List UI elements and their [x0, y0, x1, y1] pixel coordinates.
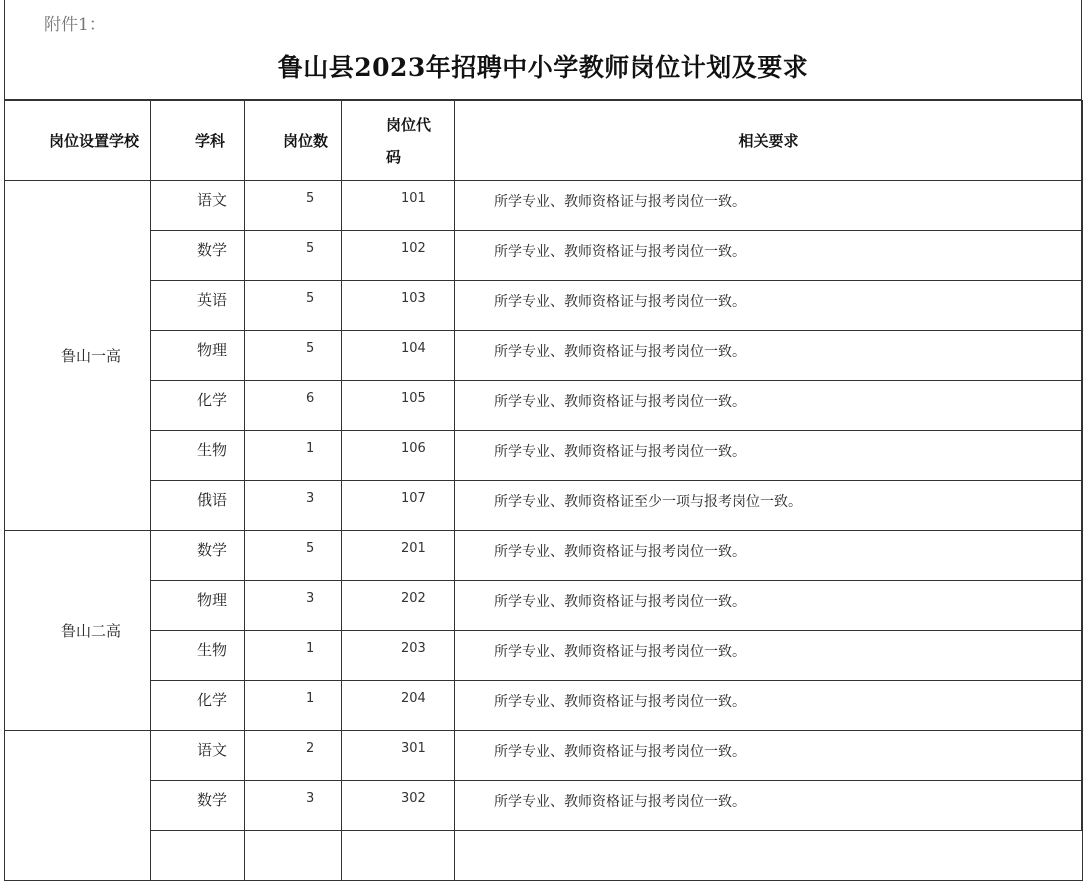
requirements-cell: 所学专业、教师资格证与报考岗位一致。 — [455, 731, 1083, 781]
code-cell: 102 — [342, 231, 455, 281]
code-cell: 302 — [342, 781, 455, 831]
table-row — [5, 681, 1083, 731]
school-cell — [5, 731, 151, 881]
header-count: 岗位数 — [245, 101, 342, 181]
code-cell: 107 — [342, 481, 455, 531]
recruitment-table — [4, 100, 1083, 881]
requirements-cell: 所学专业、教师资格证与报考岗位一致。 — [455, 381, 1083, 431]
requirements-cell — [455, 831, 1083, 881]
header-code: 岗位代码 — [342, 101, 455, 181]
code-cell: 103 — [342, 281, 455, 331]
requirements-cell: 所学专业、教师资格证与报考岗位一致。 — [455, 581, 1083, 631]
count-cell: 1 — [245, 431, 342, 481]
subject-cell: 数学 — [151, 781, 245, 831]
requirements-cell: 所学专业、教师资格证与报考岗位一致。 — [455, 281, 1083, 331]
header-requirements: 相关要求 — [455, 101, 1083, 181]
code-cell: 203 — [342, 631, 455, 681]
code-cell: 105 — [342, 381, 455, 431]
header-school: 岗位设置学校 — [5, 101, 151, 181]
count-cell: 3 — [245, 581, 342, 631]
code-cell: 301 — [342, 731, 455, 781]
count-cell: 1 — [245, 631, 342, 681]
code-cell: 202 — [342, 581, 455, 631]
table-row — [5, 631, 1083, 681]
table-row — [5, 831, 1083, 881]
table-row — [5, 181, 1083, 231]
requirements-cell: 所学专业、教师资格证与报考岗位一致。 — [455, 331, 1083, 381]
table-row — [5, 531, 1083, 581]
count-cell: 5 — [245, 231, 342, 281]
subject-cell: 数学 — [151, 531, 245, 581]
code-cell: 101 — [342, 181, 455, 231]
header-subject: 学科 — [151, 101, 245, 181]
subject-cell: 物理 — [151, 331, 245, 381]
requirements-cell: 所学专业、教师资格证与报考岗位一致。 — [455, 231, 1083, 281]
subject-cell: 化学 — [151, 381, 245, 431]
table-row — [5, 581, 1083, 631]
table-row — [5, 381, 1083, 431]
attachment-label: 附件1： — [44, 15, 106, 35]
table-row — [5, 431, 1083, 481]
requirements-cell: 所学专业、教师资格证与报考岗位一致。 — [455, 181, 1083, 231]
subject-cell: 生物 — [151, 631, 245, 681]
table-row — [5, 281, 1083, 331]
count-cell: 2 — [245, 731, 342, 781]
subject-cell — [151, 831, 245, 881]
table-row — [5, 331, 1083, 381]
count-cell: 1 — [245, 681, 342, 731]
count-cell: 5 — [245, 331, 342, 381]
subject-cell: 俄语 — [151, 481, 245, 531]
school-cell: 鲁山二高 — [5, 531, 151, 731]
code-cell: 106 — [342, 431, 455, 481]
subject-cell: 语文 — [151, 731, 245, 781]
requirements-cell: 所学专业、教师资格证与报考岗位一致。 — [455, 631, 1083, 681]
count-cell: 6 — [245, 381, 342, 431]
code-cell: 204 — [342, 681, 455, 731]
requirements-cell: 所学专业、教师资格证与报考岗位一致。 — [455, 531, 1083, 581]
code-cell: 104 — [342, 331, 455, 381]
table-row — [5, 481, 1083, 531]
count-cell — [245, 831, 342, 881]
table-row — [5, 781, 1083, 831]
subject-cell: 化学 — [151, 681, 245, 731]
requirements-cell: 所学专业、教师资格证与报考岗位一致。 — [455, 431, 1083, 481]
count-cell: 5 — [245, 281, 342, 331]
code-cell — [342, 831, 455, 881]
subject-cell: 物理 — [151, 581, 245, 631]
table-row — [5, 231, 1083, 281]
subject-cell: 生物 — [151, 431, 245, 481]
title-block — [4, 0, 1082, 100]
table-body — [5, 181, 1083, 881]
table-header-row — [5, 101, 1083, 181]
count-cell: 5 — [245, 531, 342, 581]
requirements-cell: 所学专业、教师资格证至少一项与报考岗位一致。 — [455, 481, 1083, 531]
requirements-cell: 所学专业、教师资格证与报考岗位一致。 — [455, 781, 1083, 831]
school-cell: 鲁山一高 — [5, 181, 151, 531]
subject-cell: 英语 — [151, 281, 245, 331]
subject-cell: 语文 — [151, 181, 245, 231]
page-title: 鲁山县2023年招聘中小学教师岗位计划及要求 — [277, 53, 809, 82]
count-cell: 3 — [245, 781, 342, 831]
table-row — [5, 731, 1083, 781]
subject-cell: 数学 — [151, 231, 245, 281]
count-cell: 3 — [245, 481, 342, 531]
code-cell: 201 — [342, 531, 455, 581]
count-cell: 5 — [245, 181, 342, 231]
requirements-cell: 所学专业、教师资格证与报考岗位一致。 — [455, 681, 1083, 731]
